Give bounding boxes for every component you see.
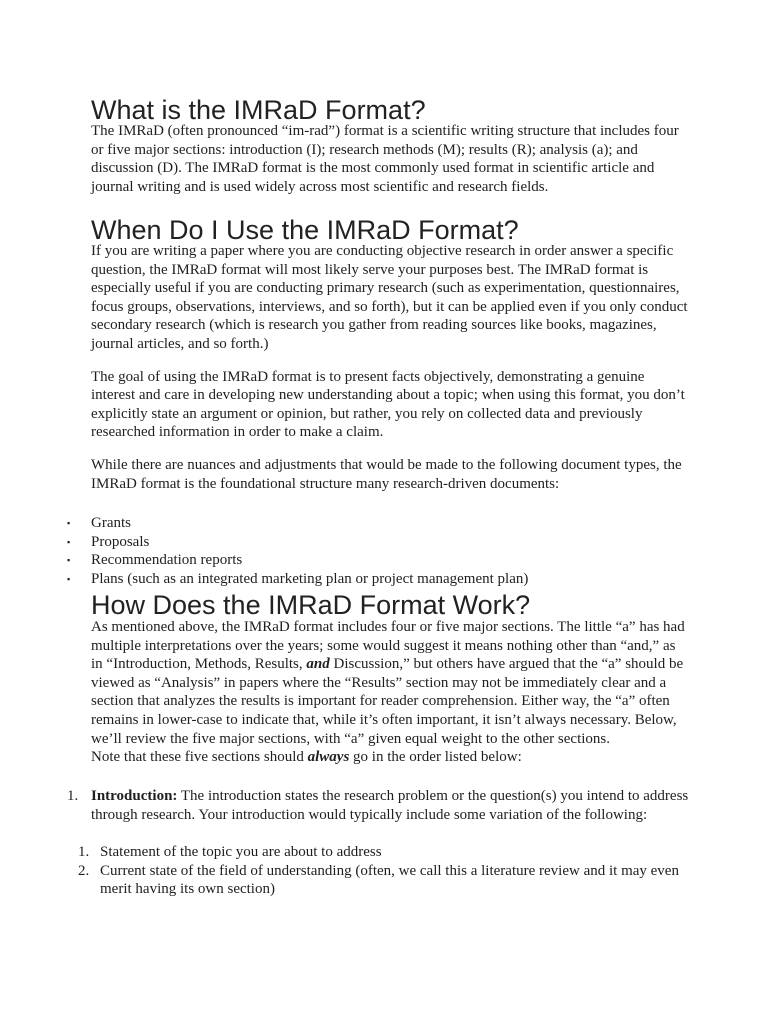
document-types-list	[64, 514, 528, 588]
heading-when-use-imrad: When Do I Use the IMRaD Format?	[91, 215, 519, 245]
paragraph-when-use-3: While there are nuances and adjustments that would be made to the following document types, the IMRaD format is the foundational structure many research-driven documents:	[91, 456, 682, 492]
section-how-imrad-works	[91, 589, 689, 767]
introduction-label: Introduction:	[91, 788, 178, 804]
sublist-item	[78, 843, 688, 862]
note-text-part: Note that these five sections should	[91, 749, 308, 766]
bullet-icon: ▪	[67, 518, 71, 528]
sublist-item	[78, 862, 688, 899]
list-item-text: Recommendation reports	[91, 552, 243, 569]
paragraph-text-part: Discussion,” but others have argued that the “a” should be viewed as “Analysis” in papers where the “Results” section may not be immediately clear and a section that analyzes the results is important for reader comprehension. Either way, the “a” often remains in lower-case to indicate that, while it’s often important, it isn’t always necessary. Below, we’ll review the five major sections, with “a” given equal weight to the other sections.	[91, 656, 684, 747]
list-item	[64, 570, 528, 589]
list-item-introduction	[67, 787, 689, 824]
bullet-icon: ▪	[67, 573, 71, 584]
list-item	[64, 551, 528, 570]
heading-how-imrad-works: How Does the IMRaD Format Work?	[91, 590, 531, 620]
order-note	[91, 748, 689, 767]
sublist-number: 2.	[78, 862, 90, 879]
introduction-text: The introduction states the research problem or the question(s) you intend to address through research. Your introduction would typically include some variation of the following:	[91, 788, 689, 823]
list-item	[64, 514, 528, 533]
list-item-text: Proposals	[91, 533, 150, 550]
paragraph-when-use-2: The goal of using the IMRaD format is to present facts objectively, demonstrating a genuine interest and care in developing new understanding about a topic; when using this format, you don’t explicitly state an argument or opinion, but rather, you rely on collected data and previously researched information in order to make a claim.	[91, 368, 685, 441]
emphasis-always: always	[307, 749, 350, 766]
note-text-part: go in the order listed below:	[349, 749, 522, 766]
list-item-text: Plans (such as an integrated marketing plan or project management plan)	[91, 570, 529, 587]
bullet-icon: ▪	[67, 536, 71, 547]
emphasis-and: and	[306, 656, 330, 673]
section-when-use-imrad	[91, 214, 689, 493]
list-item	[64, 533, 528, 552]
section-what-is-imrad	[91, 94, 689, 196]
sublist-text: Statement of the topic you are about to address	[100, 844, 382, 860]
paragraph-text-part: As mentioned above, the IMRaD format includes four or five major sections. The little “a” has had multiple interpretations over the years; some would suggest it means nothing other than “and,” as in “Introduction, Methods, Results,	[91, 619, 685, 673]
list-item-text: Grants	[91, 515, 131, 531]
sublist-number: 1.	[78, 844, 90, 860]
heading-what-is-imrad: What is the IMRaD Format?	[91, 95, 426, 125]
sublist-text: Current state of the field of understanding (often, we call this a literature review and it may even merit having its own section)	[100, 862, 679, 898]
list-number: 1.	[67, 788, 79, 804]
introduction-sublist	[78, 843, 688, 899]
bullet-icon: ▪	[67, 555, 71, 566]
paragraph-how-works	[91, 618, 689, 748]
sections-numbered-list	[67, 787, 689, 824]
paragraph-when-use-1: If you are writing a paper where you are conducting objective research in order answer a specific question, the IMRaD format will most likely serve your purposes best. The IMRaD format is especially useful if you are conducting primary research (such as experimentation, questionnaires, focus groups, observations, interviews, and so forth), but it can be applied even if you only conduct secondary research (which is research you gather from reading sources like books, magazines, journal articles, and so forth.)	[91, 243, 688, 352]
paragraph-what-is-imrad: The IMRaD (often pronounced “im-rad”) format is a scientific writing structure that includes four or five major sections: introduction (I); research methods (M); results (R); analysis (a); and discussion (D). The IMRaD format is the most commonly used format in scientific article and journal writing and is used widely across most scientific and research fields.	[91, 123, 679, 195]
